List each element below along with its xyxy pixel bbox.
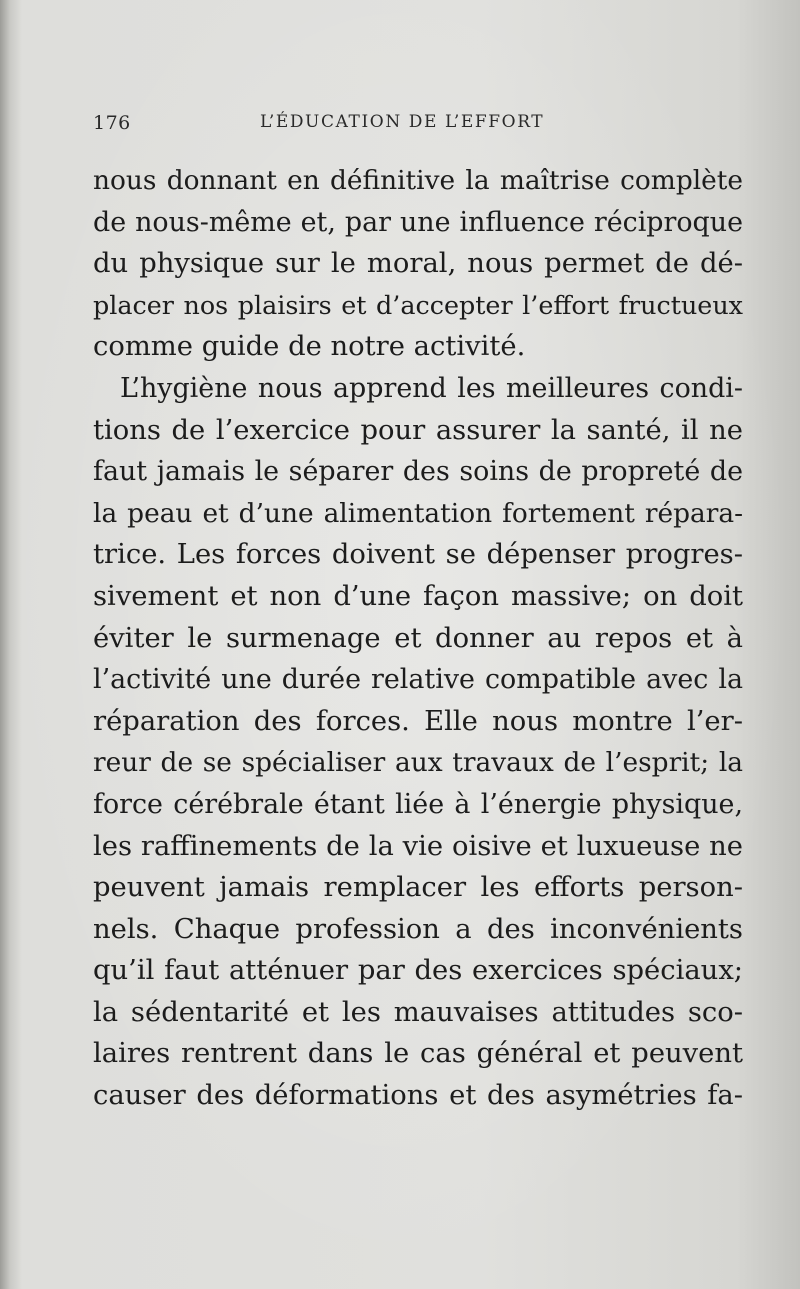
text-line: peuvent jamais remplacer les efforts person- [93,872,743,904]
text-line: reur de se spécialiser aux travaux de l’esprit; la [93,747,743,779]
text-line: qu’il faut atténuer par des exercices spéciaux; [93,955,743,987]
text-line: comme guide de notre activité. [93,331,526,363]
text-line: laires rentrent dans le cas général et peuvent [93,1038,743,1070]
page-number: 176 [93,112,131,134]
text-line: faut jamais le séparer des soins de propreté de [93,456,743,488]
text-line: éviter le surmenage et donner au repos et à [93,622,743,654]
text-line: placer nos plaisirs et d’accepter l’effort fructueux [93,289,743,320]
text-line: l’activité une durée relative compatible avec la [93,664,743,696]
text-line: tions de l’exercice pour assurer la santé, il ne [93,414,743,446]
text-line: réparation des forces. Elle nous montre l’er- [93,705,743,737]
text-line: nels. Chaque profession a des inconvénients [93,913,743,945]
text-line: sivement et non d’une façon massive; on doit [93,580,743,612]
running-title: L’ÉDUCATION DE L’EFFORT [260,112,545,132]
text-line: la sédentarité et les mauvaises attitudes sco- [93,996,743,1028]
body-text [93,160,743,1117]
text-line: force cérébrale étant liée à l’énergie physique, [93,788,743,820]
text-line: les raffinements de la vie oisive et luxueuse ne [93,830,743,862]
text-line: L’hygiène nous apprend les meilleures condi- [120,372,743,404]
text-line: trice. Les forces doivent se dépenser progres- [93,539,743,571]
text-line: nous donnant en définitive la maîtrise complète [93,165,743,196]
text-line: causer des déformations et des asymétries fa- [93,1080,743,1112]
text-line: du physique sur le moral, nous permet de dé- [93,248,743,280]
running-head [93,112,733,142]
text-line: la peau et d’une alimentation fortement répara- [93,497,743,529]
text-line: de nous-même et, par une influence réciproque [93,206,743,238]
